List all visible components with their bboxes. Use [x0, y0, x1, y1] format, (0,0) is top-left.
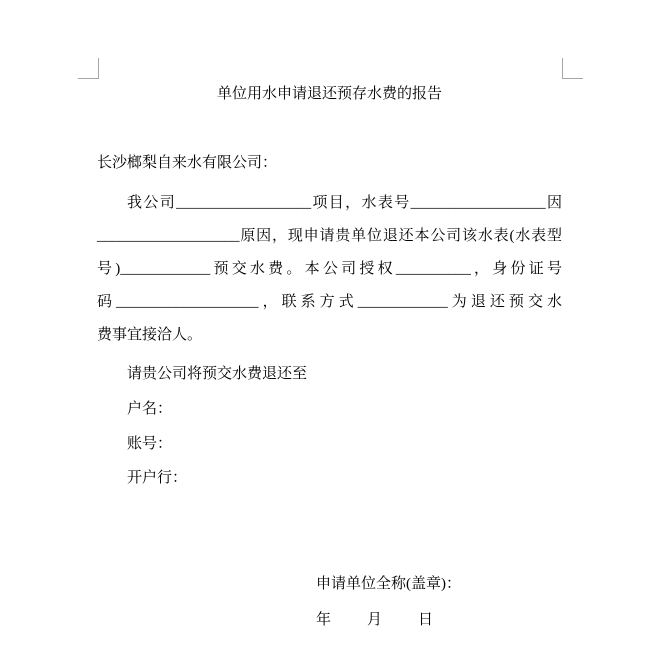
bank-branch-label: 开户行：: [127, 470, 188, 486]
applicant-unit-seal-label: 申请单位全称(盖章)：: [316, 576, 461, 592]
body-line-2: ___________________原因，现申请贵单位退还本公司该水表(水表型: [97, 228, 562, 244]
account-name-label: 户名：: [127, 401, 173, 417]
body-line-5: 费事宜接洽人。: [97, 327, 203, 343]
document-title: 单位用水申请退还预存水费的报告: [216, 86, 442, 102]
margin-corner-mark-top-left: [78, 58, 99, 79]
account-number-label: 账号：: [127, 436, 173, 452]
date-line: 年 月 日: [316, 612, 436, 628]
body-line-4: 码___________________，联系方式____________为退还预交水: [97, 294, 562, 310]
body-line-1: 我公司__________________项目，水表号__________________因: [127, 195, 562, 211]
salutation-line: 长沙榔梨自来水有限公司：: [97, 155, 278, 171]
refund-request-line: 请贵公司将预交水费退还至: [127, 366, 308, 382]
body-line-3: 号)____________预交水费。本公司授权__________，身份证号: [97, 261, 562, 277]
margin-corner-mark-top-right: [562, 58, 583, 79]
